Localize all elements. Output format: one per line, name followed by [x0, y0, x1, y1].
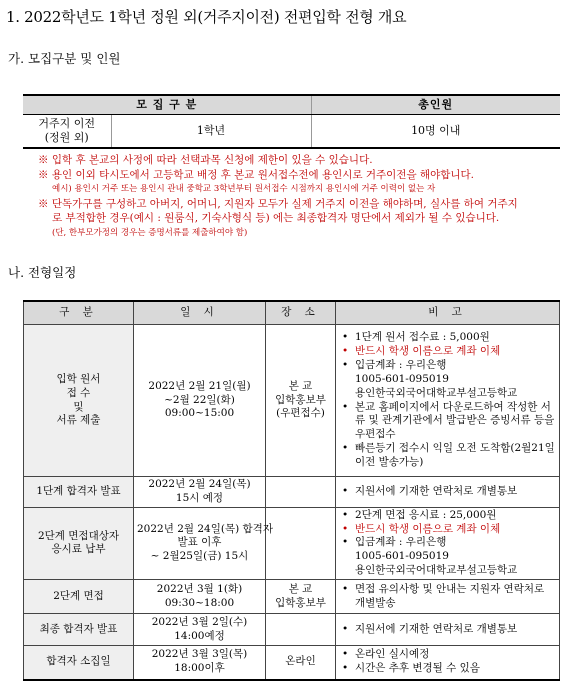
- category-line: 서류 제출: [56, 414, 101, 427]
- remarks-cell: [336, 646, 560, 680]
- datetime-line: 발표 이후: [177, 536, 222, 549]
- header-category: 구 분: [24, 301, 134, 325]
- datetime-line: 2022년 2월 24일(목) 합격자: [137, 522, 273, 535]
- place-cell: [266, 507, 336, 579]
- remarks-item: • 입금계좌 : 우리은행: [355, 359, 556, 373]
- remarks-cell: [336, 614, 560, 646]
- remarks-list: [339, 509, 556, 551]
- datetime-line: ~ 2월25일(금) 15시: [150, 550, 249, 563]
- remarks-cell: [336, 580, 560, 614]
- place-line: (우편접수): [276, 407, 325, 420]
- datetime-line: ~2월 22일(화): [164, 393, 235, 406]
- schedule-row-orientation: [24, 646, 560, 680]
- datetime-line: 15시 예정: [175, 491, 224, 504]
- schedule-row-interview: [24, 580, 560, 614]
- category-line: 입학 원서: [56, 372, 101, 385]
- datetime-cell: [134, 646, 266, 680]
- schedule-table-header: [24, 301, 560, 325]
- remarks-item: • 입금계좌 : 우리은행: [355, 536, 556, 550]
- section-b-heading: 나. 전형일정: [8, 265, 77, 280]
- document-title: 1. 2022학년도 1학년 정원 외(거주지이전) 전편입학 전형 개요: [6, 8, 407, 26]
- datetime-line: 2022년 3월 3일(목): [151, 648, 248, 661]
- place-cell: [266, 614, 336, 646]
- account-number: 1005-601-095019: [355, 372, 449, 385]
- remarks-item: • 빠른등기 접수시 익일 오전 도착함(2월21일 이전 발송가능): [355, 442, 556, 470]
- remarks-item: • 1단계 원서 접수료 : 5,000원: [355, 331, 556, 345]
- header-category: 모 집 구 분: [23, 95, 311, 114]
- notice-list: [38, 153, 568, 241]
- schedule-row-final-result: [24, 614, 560, 646]
- remarks-list: [339, 648, 556, 676]
- notice-line: ※ 입학 후 본교의 사정에 따라 선택과목 신청에 제한이 있을 수 있습니다.: [38, 154, 373, 166]
- place-line: 입학홍보부: [275, 393, 326, 406]
- remarks-list: [339, 401, 556, 470]
- category-sub-label: (정원 외): [44, 130, 89, 144]
- account-holder: 용인한국외국어대학교부설고등학교: [355, 386, 518, 399]
- category-line: 2단계 면접대상자: [37, 529, 120, 542]
- header-datetime: 일 시: [134, 301, 266, 325]
- grade-cell: 1학년: [111, 114, 311, 148]
- remarks-cell: [336, 477, 560, 508]
- category-cell: 1단계 합격자 발표: [24, 477, 134, 508]
- datetime-line: 14:00예정: [174, 629, 225, 642]
- schedule-row-interview-fee: [24, 507, 560, 579]
- remarks-list: [339, 583, 556, 611]
- remarks-list: [339, 623, 556, 637]
- place-line: 본 교: [288, 379, 313, 392]
- remarks-cell: [336, 507, 560, 579]
- category-cell: 합격자 소집일: [24, 646, 134, 680]
- place-cell: [266, 580, 336, 614]
- remarks-list: [339, 485, 556, 499]
- notice-line: ※ 용인 이외 타시도에서 고등학교 배정 후 본교 원서접수전에 용인시로 거주이전을 해야합니다.: [38, 168, 474, 181]
- datetime-cell: [134, 325, 266, 477]
- remarks-list: [339, 331, 556, 373]
- account-number: 1005-601-095019: [355, 550, 449, 563]
- remarks-item: • 지원서에 기재한 연락처로 개별통보: [355, 485, 556, 499]
- category-line: 접 수: [66, 386, 91, 399]
- notice-line: ※ 단독가구를 구성하고 아버지, 어머니, 지원자 모두가 실제 거주지 이전을 해야하며, 실사를 하여 거주지: [38, 197, 518, 210]
- category-line: 및: [73, 400, 84, 413]
- notice-line: 로 부적합한 경우(예시 : 원룸식, 기숙사형식 등) 에는 최종합격자 명단에서 제외가 될 수 있습니다.: [52, 212, 500, 225]
- category-cell: [24, 325, 134, 477]
- datetime-line: 2022년 2월 21일(월): [148, 379, 251, 392]
- section-a-heading: 가. 모집구분 및 인원: [8, 51, 121, 66]
- header-remarks: 비 고: [336, 301, 560, 325]
- datetime-line: 2022년 3월 2일(수): [151, 615, 248, 628]
- recruitment-table: [23, 94, 560, 149]
- remarks-item: • 지원서에 기재한 연락처로 개별통보: [355, 623, 556, 637]
- category-label: 거주지 이전: [38, 117, 96, 130]
- datetime-cell: [134, 614, 266, 646]
- datetime-line: 09:30~18:00: [164, 596, 235, 609]
- datetime-line: 09:00~15:00: [164, 407, 235, 420]
- place-cell: 온라인: [266, 646, 336, 680]
- datetime-cell: [134, 507, 273, 579]
- category-cell: 2단계 면접: [24, 580, 134, 614]
- schedule-row-application: [24, 325, 560, 477]
- header-total: 총인원: [311, 95, 560, 114]
- category-cell: [24, 507, 134, 579]
- place-line: 입학홍보부: [275, 596, 326, 609]
- remarks-item: • 온라인 실시예정: [355, 648, 556, 662]
- remarks-item: • 면접 유의사항 및 안내는 지원자 연락처로 개별발송: [355, 583, 556, 611]
- place-cell: [266, 477, 336, 508]
- datetime-cell: [134, 580, 266, 614]
- recruitment-table-header: [23, 95, 560, 114]
- datetime-cell: [134, 477, 266, 508]
- category-cell: 최종 합격자 발표: [24, 614, 134, 646]
- notice-exception: (단, 한부모가정의 경우는 증명서류를 제출하여야 함): [52, 227, 248, 238]
- remarks-item: • 반드시 학생 이름으로 계좌 이체: [355, 523, 556, 537]
- datetime-line: 2022년 3월 1(화): [156, 582, 243, 595]
- account-holder: 용인한국외국어대학교부설고등학교: [355, 564, 518, 577]
- remarks-item: • 반드시 학생 이름으로 계좌 이체: [355, 345, 556, 359]
- remarks-cell: [336, 325, 560, 477]
- remarks-item: • 시간은 추후 변경될 수 있음: [355, 662, 556, 676]
- category-line: 응시료 납부: [51, 543, 106, 556]
- notice-example: 예시) 용인시 거주 또는 용인시 관내 중학교 3학년부터 원서접수 시점까지 용인시에 거주 이력이 없는 자: [52, 184, 436, 195]
- category-cell: [23, 114, 111, 148]
- schedule-row-stage1-result: [24, 477, 560, 508]
- datetime-line: 2022년 2월 24일(목): [148, 478, 251, 490]
- remarks-item: • 2단계 면접 응시료 : 25,000원: [355, 509, 556, 523]
- count-cell: 10명 이내: [311, 114, 560, 148]
- recruitment-table-row: [23, 114, 560, 148]
- header-place: 장 소: [266, 301, 336, 325]
- place-cell: [266, 325, 336, 477]
- datetime-line: 18:00이후: [174, 662, 225, 675]
- place-line: 본 교: [288, 582, 313, 595]
- remarks-item: • 본교 홈페이지에서 다운로드하여 작성한 서류 및 관계기관에서 발급받은 증빙서류 등을 우편접수: [355, 401, 556, 443]
- schedule-table: [23, 300, 560, 681]
